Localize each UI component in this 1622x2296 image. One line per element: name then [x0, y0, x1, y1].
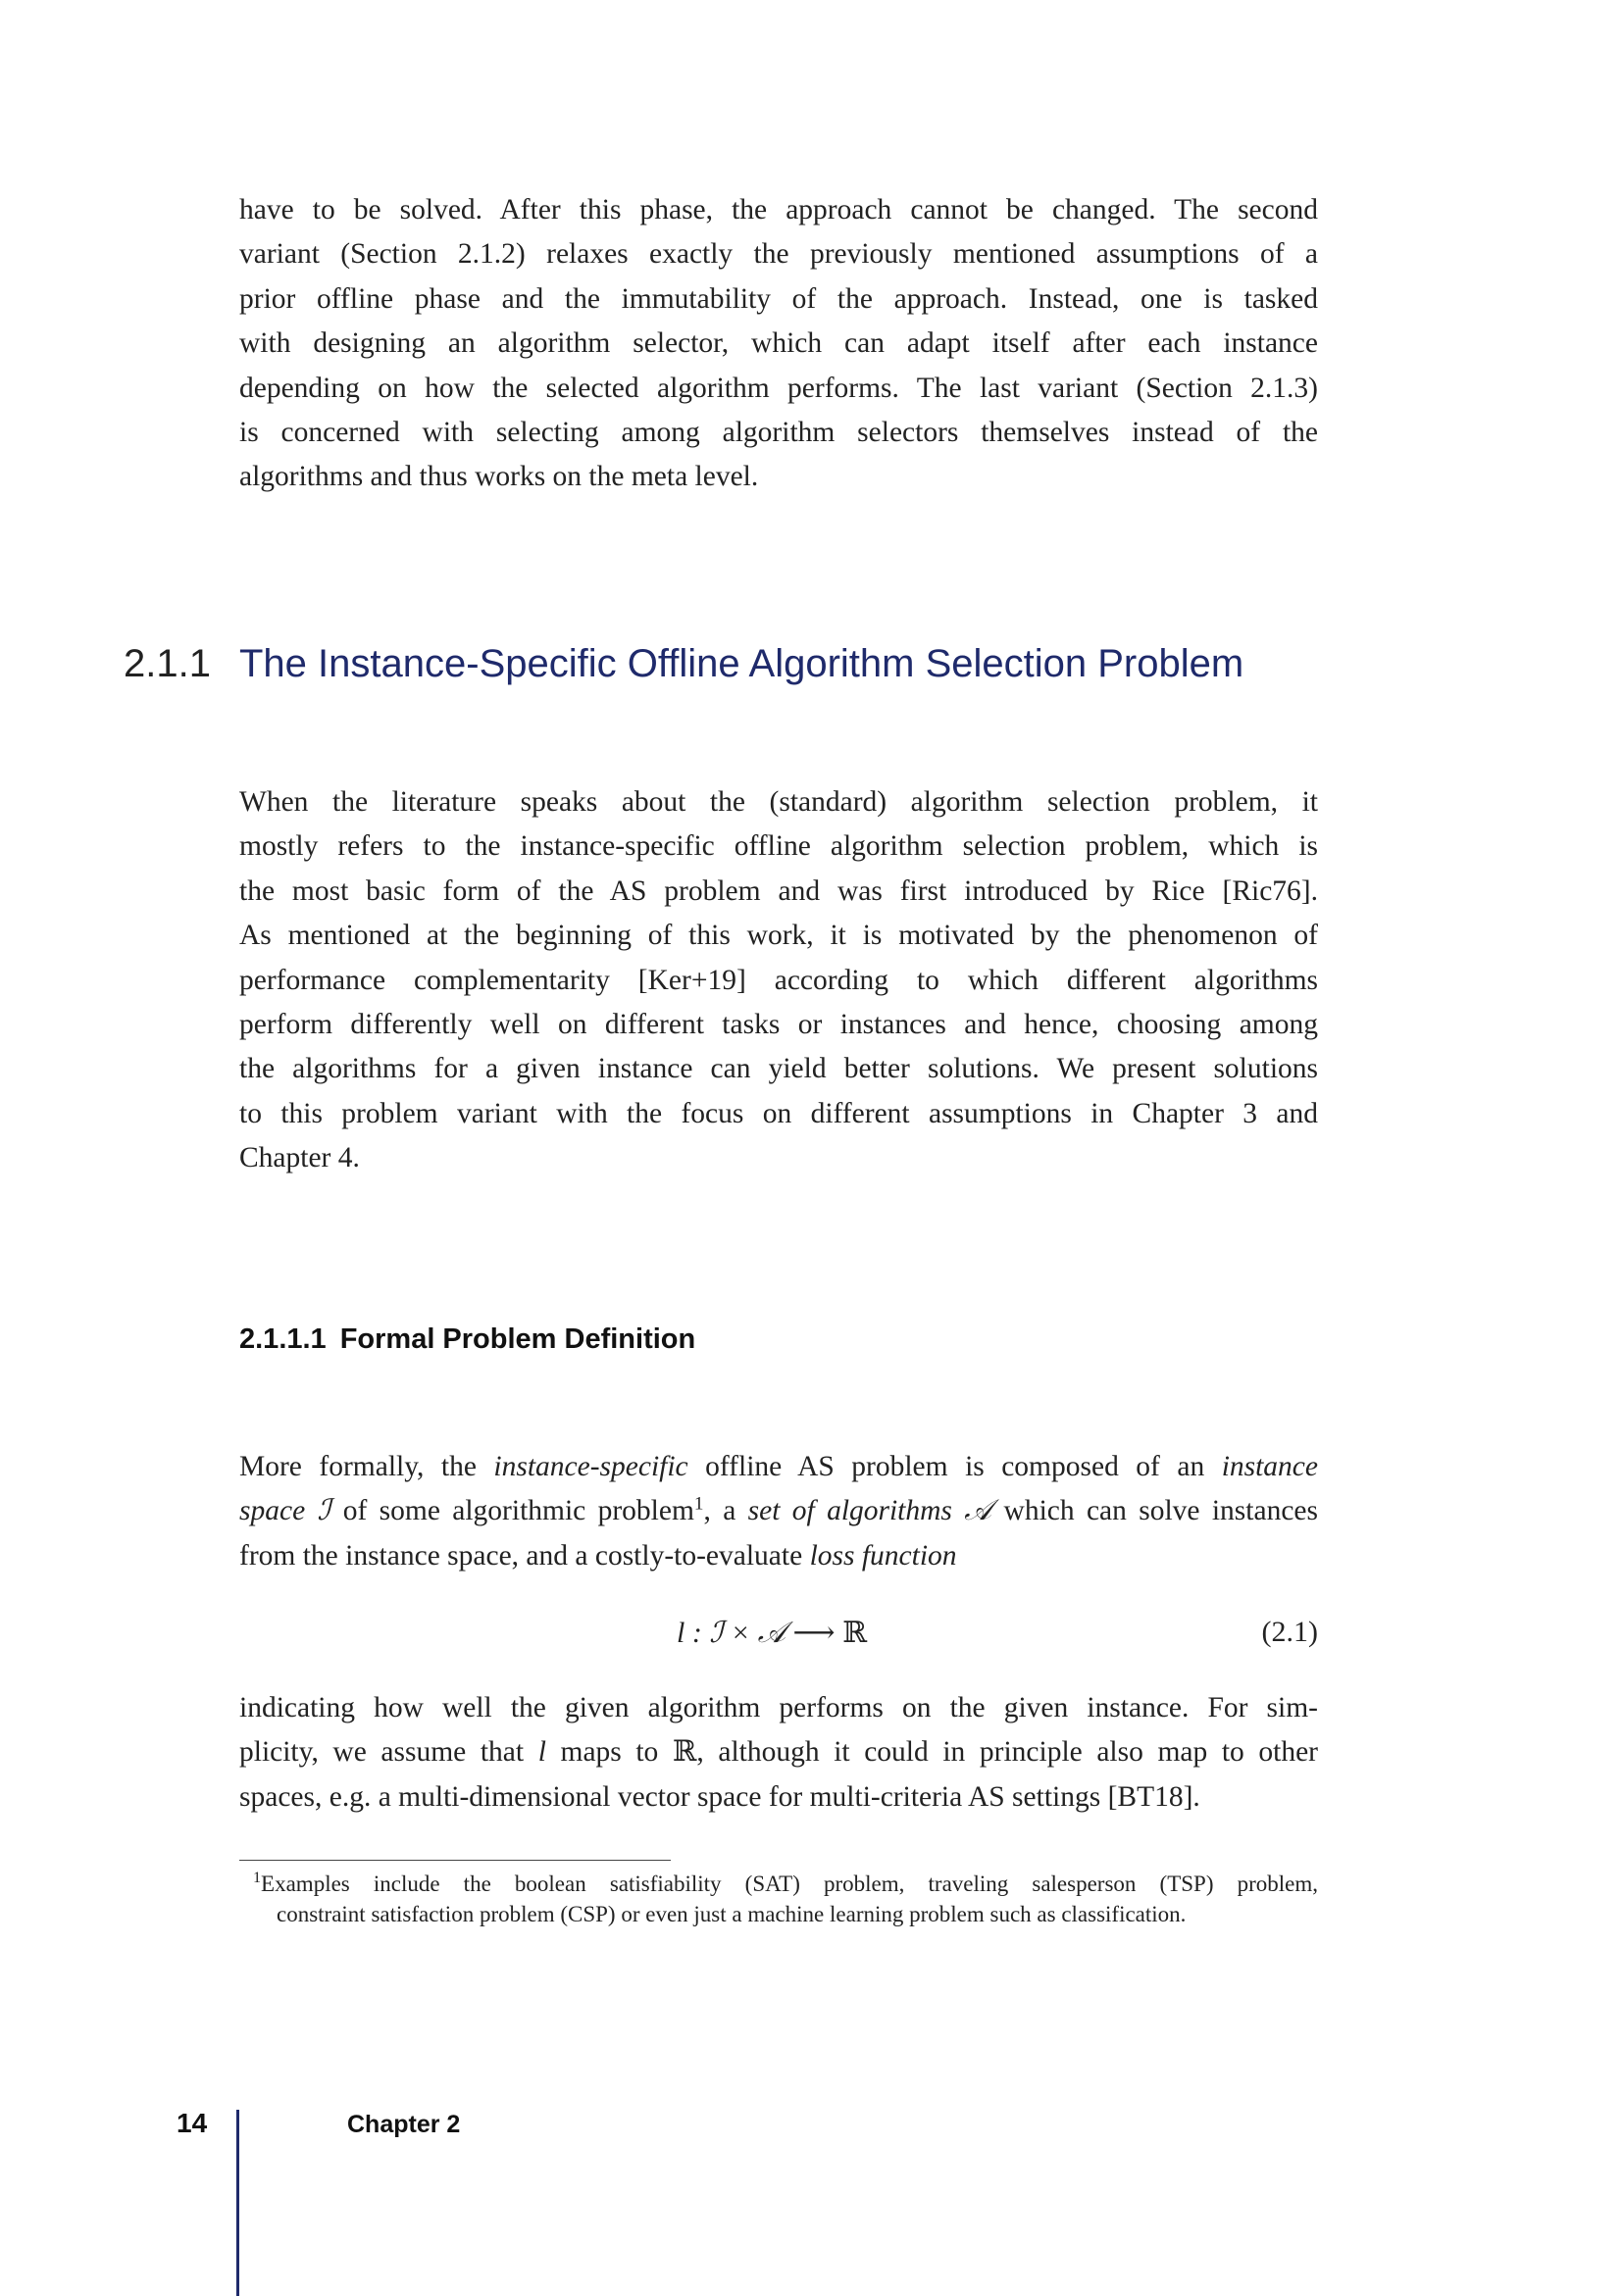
text-line: prior offline phase and the immutability of the approach. Instead, one is tasked — [239, 282, 1318, 315]
section-paragraph — [239, 780, 1318, 1181]
section-number: 2.1.1 — [124, 642, 211, 685]
text-line: algorithms and thus works on the meta level. — [239, 461, 759, 493]
text-line: performance complementarity [Ker+19] according to which different algorithms — [239, 964, 1318, 996]
footnote-ref[interactable]: 1 — [693, 1493, 704, 1515]
text-line: space ℐ of some algorithmic problem$^1$, a set of algorithms 𝒜 which can solve instances — [239, 1493, 1318, 1527]
text-line: variant (Section 2.1.2) relaxes exactly the previously mentioned assumptions of a — [239, 238, 1318, 271]
text-line: the algorithms for a given instance can yield better solutions. We present solutions — [239, 1053, 1318, 1085]
text-line: As mentioned at the beginning of this work, it is motivated by the phenomenon of — [239, 920, 1318, 952]
formal-definition-paragraph — [239, 1445, 1318, 1578]
text-line: When the literature speaks about the (standard) algorithm selection problem, it — [239, 786, 1318, 818]
equation-body: l : ℐ × 𝒜 ⟶ ℝ — [677, 1617, 867, 1649]
subsection-number: 2.1.1.1 — [239, 1323, 327, 1355]
text-line: have to be solved. After this phase, the approach cannot be changed. The second — [239, 194, 1318, 225]
text-line: Chapter 4. — [239, 1142, 360, 1174]
subsection-title: Formal Problem Definition — [339, 1323, 696, 1355]
footnote-rule — [239, 1860, 671, 1861]
page-number: 14 — [177, 2108, 208, 2138]
text-line: is concerned with selecting among algorithm selectors themselves instead of the — [239, 417, 1318, 449]
text-line: spaces, e.g. a multi-dimensional vector space for multi-criteria AS settings [BT18]. — [239, 1780, 1200, 1813]
text-line: indicating how well the given algorithm performs on the given instance. For sim- — [239, 1692, 1318, 1723]
margin-rule — [236, 2110, 239, 2296]
section-heading — [124, 642, 1243, 686]
post-equation-paragraph — [239, 1686, 1318, 1820]
text-line: perform differently well on different tasks or instances and hence, choosing among — [239, 1009, 1318, 1041]
text-line: from the instance space, and a costly-to-evaluate loss function — [239, 1539, 957, 1572]
equation-number: (2.1) — [1261, 1616, 1318, 1648]
text-line: More formally, the instance-specific offline AS problem is composed of an instance — [239, 1451, 1318, 1482]
text-line: the most basic form of the AS problem and was first introduced by Rice [Ric76]. — [239, 874, 1318, 907]
text-line: mostly refers to the instance-specific offline algorithm selection problem, which is — [239, 830, 1318, 863]
footnote — [253, 1869, 1318, 1929]
text-line: with designing an algorithm selector, which can adapt itself after each instance — [239, 327, 1318, 360]
footnote-line: constraint satisfaction problem (CSP) or even just a machine learning problem such as classification. — [277, 1902, 1187, 1926]
footnote-mark: 1 — [253, 1870, 262, 1887]
text-line: depending on how the selected algorithm performs. The last variant (Section 2.1.3) — [239, 372, 1318, 404]
intro-paragraph — [239, 188, 1318, 500]
section-title: The Instance-Specific Offline Algorithm Selection Problem — [239, 642, 1244, 685]
footnote-line: $^1$Examples include the boolean satisfiability (SAT) problem, traveling salesperson (TSP) problem, — [253, 1870, 1318, 1896]
text-line: to this problem variant with the focus on different assumptions in Chapter 3 and — [239, 1097, 1318, 1129]
text-line: plicity, we assume that l maps to ℝ, although it could in principle also map to other — [239, 1736, 1318, 1769]
subsection-heading — [239, 1323, 695, 1356]
running-head: Chapter 2 — [347, 2111, 461, 2138]
